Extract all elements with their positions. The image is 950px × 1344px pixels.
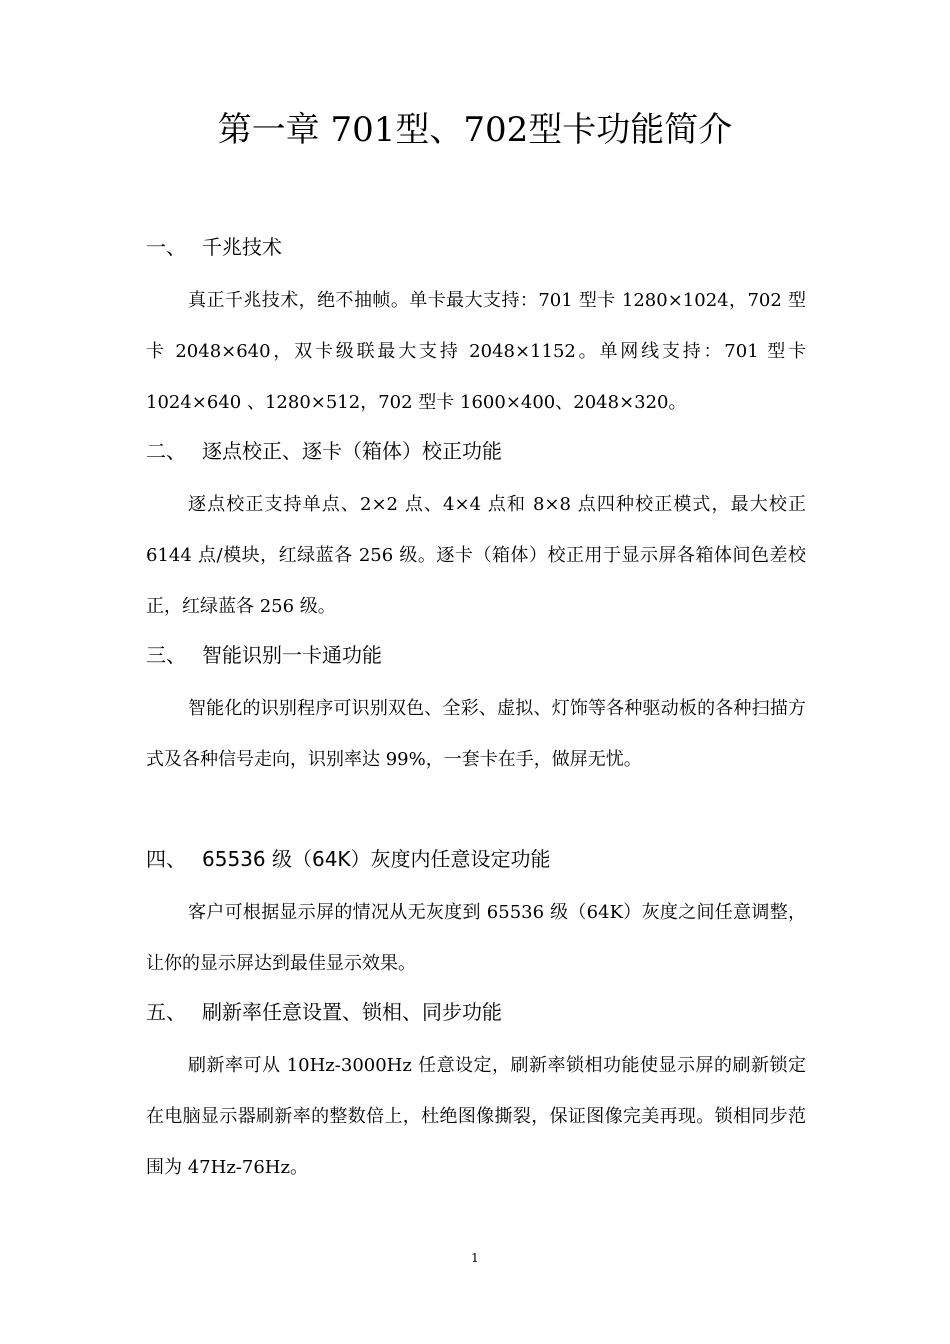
section-5-number: 五、 — [146, 1000, 186, 1024]
section-2-body: 逐点校正支持单点、2×2 点、4×4 点和 8×8 点四种校正模式，最大校正 6144 点/模块，红绿蓝各 256 级。逐卡（箱体）校正用于显示屏各箱体间色差校正，红绿蓝各 256 级。 — [146, 494, 806, 617]
section-5-heading — [146, 998, 502, 1026]
section-5-body: 刷新率可从 10Hz-3000Hz 任意设定，刷新率锁相功能使显示屏的刷新锁定在电脑显示器刷新率的整数倍上，杜绝图像撕裂，保证图像完美再现。锁相同步范围为 47Hz-76Hz。 — [146, 1055, 806, 1178]
section-4-body: 客户可根据显示屏的情况从无灰度到 65536 级（64K）灰度之间任意调整，让你的显示屏达到最佳显示效果。 — [146, 902, 806, 974]
section-4-title: 65536 级（64K）灰度内任意设定功能 — [202, 847, 551, 871]
section-3-title: 智能识别一卡通功能 — [202, 643, 382, 667]
section-5-title: 刷新率任意设置、锁相、同步功能 — [202, 1000, 502, 1024]
section-3-number: 三、 — [146, 643, 186, 667]
section-2-title: 逐点校正、逐卡（箱体）校正功能 — [202, 439, 502, 463]
section-1-body: 真正千兆技术，绝不抽帧。单卡最大支持：701 型卡 1280×1024，702 型卡 2048×640，双卡级联最大支持 2048×1152。单网线支持：701 型卡 1024×640 、1280×512，702 型卡 1600×400、2048×320。 — [146, 290, 806, 413]
section-4-heading — [146, 845, 551, 873]
section-3-body: 智能化的识别程序可识别双色、全彩、虚拟、灯饰等各种驱动板的各种扫描方式及各种信号走向，识别率达 99%，一套卡在手，做屏无忧。 — [146, 698, 806, 770]
section-2-number: 二、 — [146, 439, 186, 463]
section-4-number: 四、 — [146, 847, 186, 871]
page-title: 第一章 701型、702型卡功能简介 — [217, 110, 733, 150]
section-1-number: 一、 — [146, 235, 186, 259]
section-2-heading — [146, 437, 502, 465]
section-1-title: 千兆技术 — [202, 235, 282, 259]
section-3-heading — [146, 641, 382, 669]
section-1-heading — [146, 233, 282, 261]
page-number: 1 — [471, 1251, 479, 1265]
